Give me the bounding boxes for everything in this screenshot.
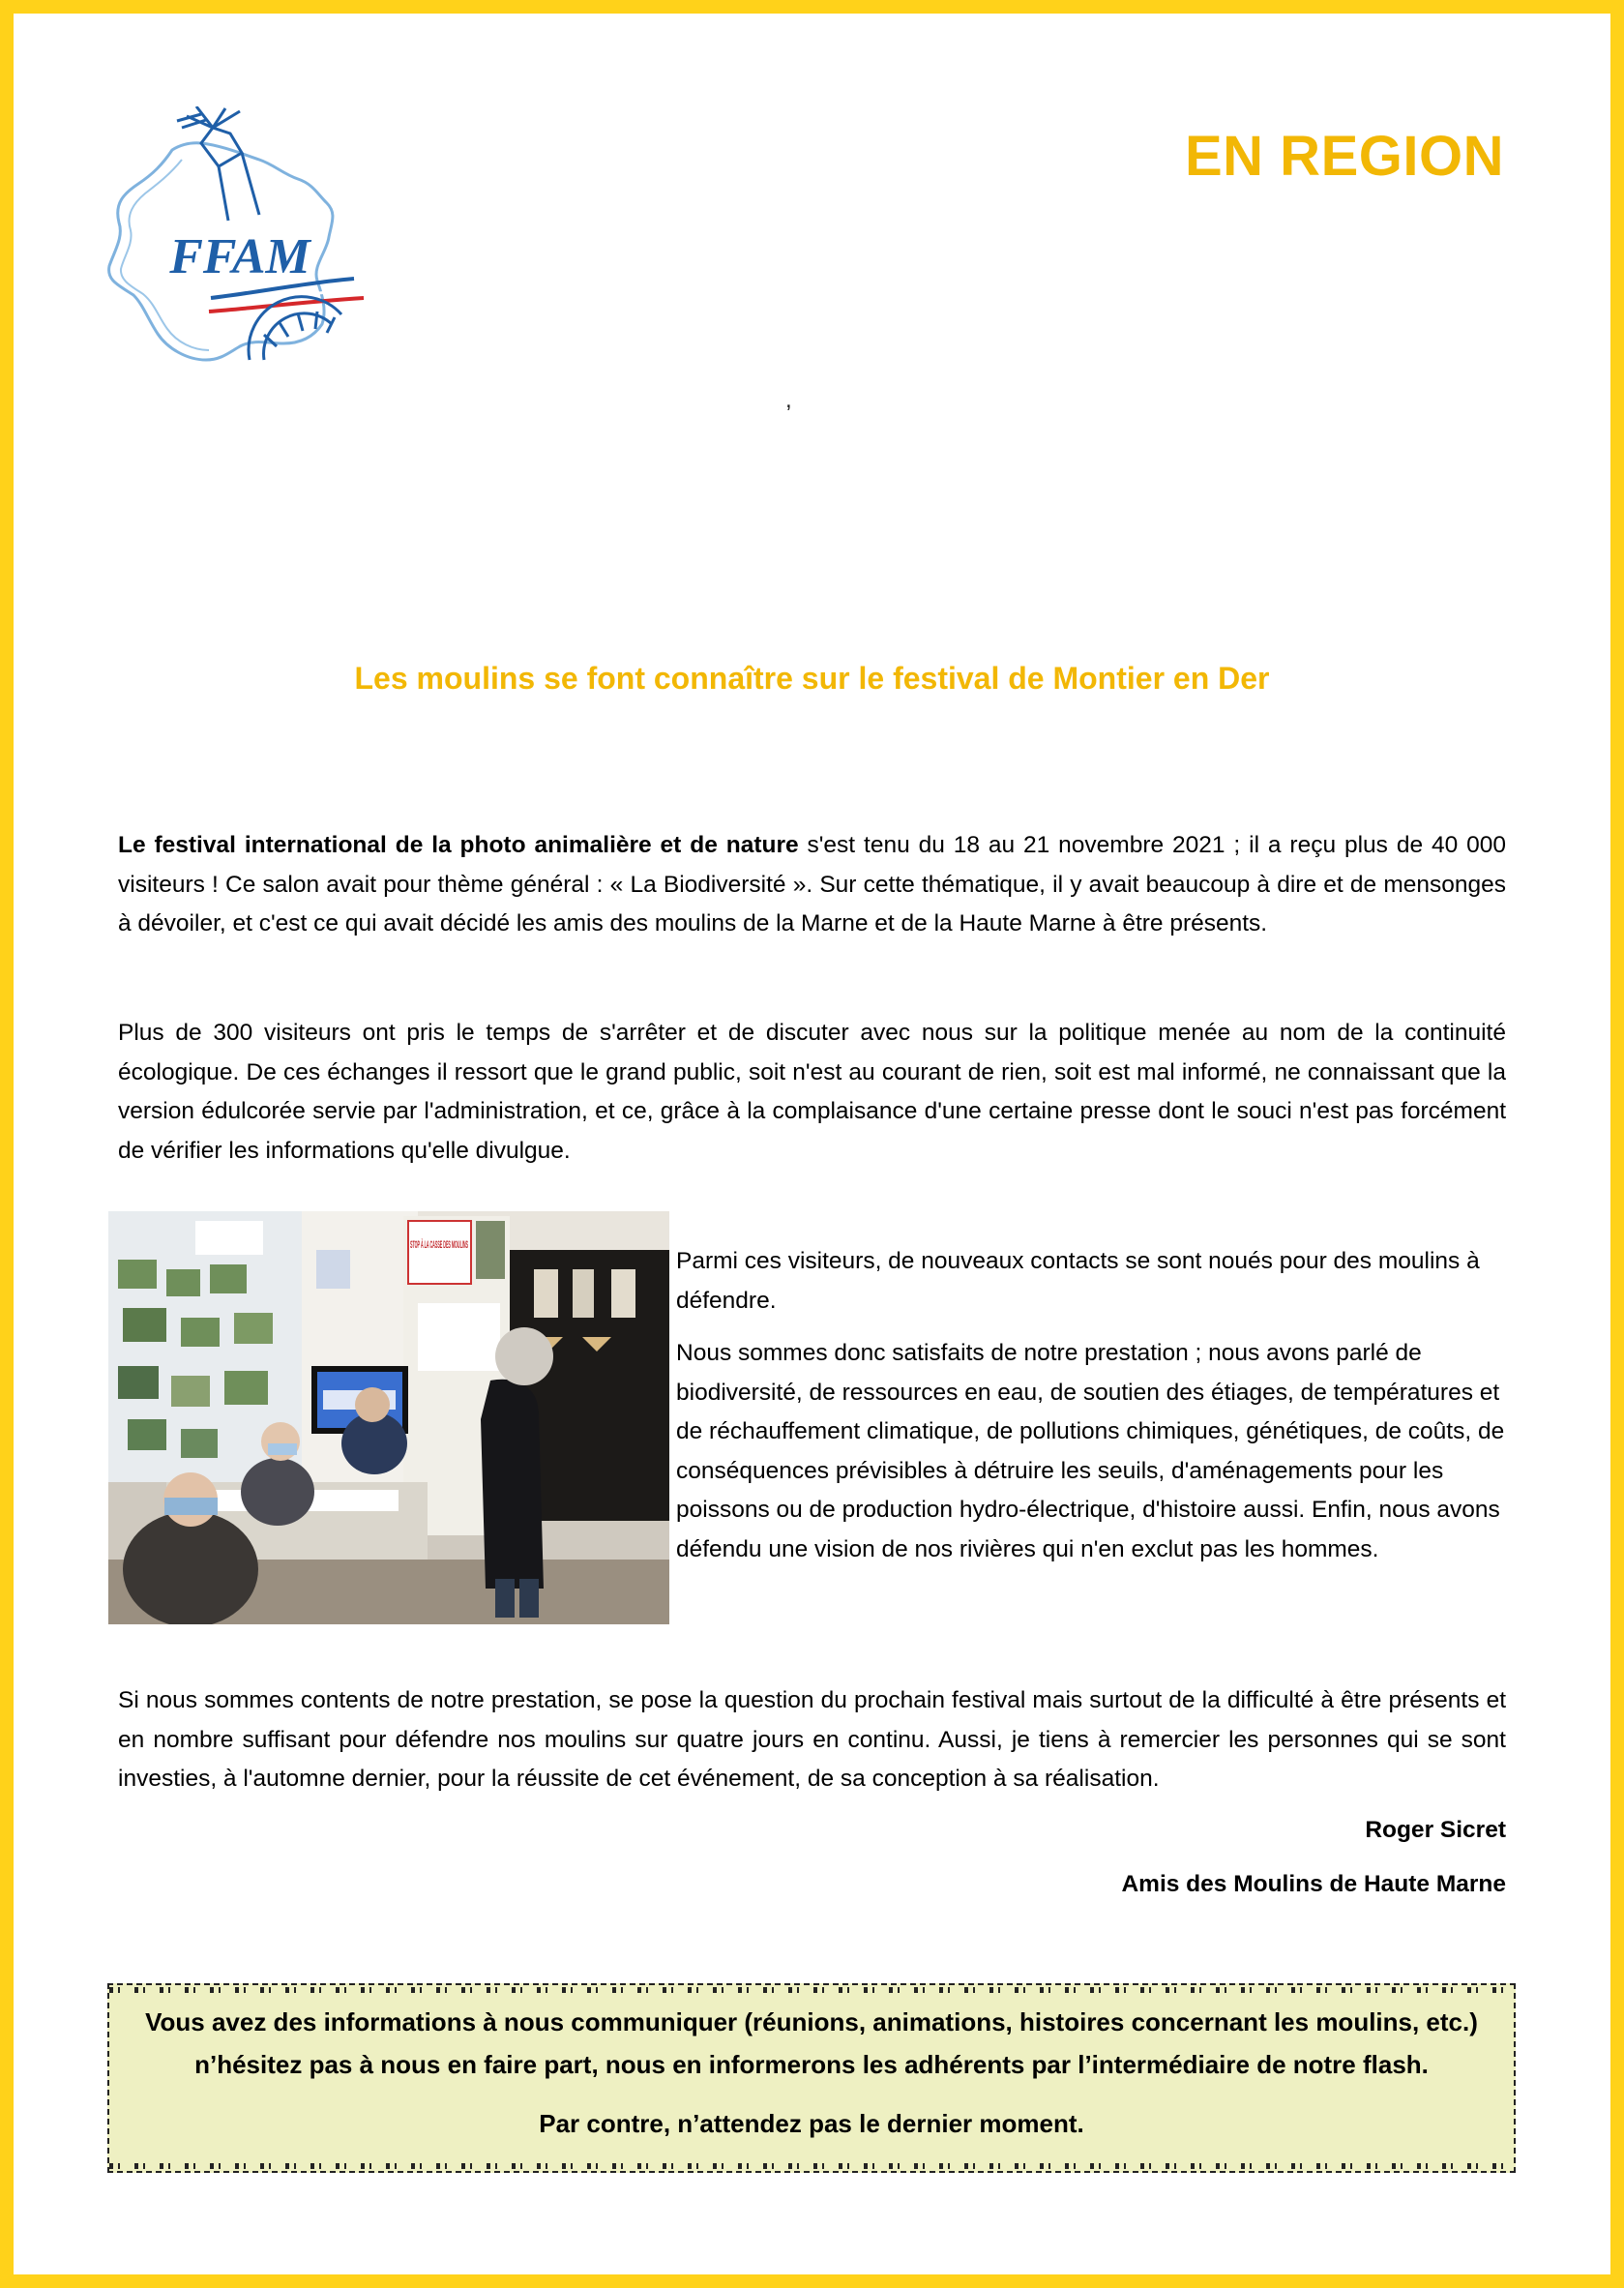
signature-organization: Amis des Moulins de Haute Marne — [1121, 1871, 1506, 1897]
svg-text:FFAM: FFAM — [169, 229, 310, 284]
festival-stand-photo — [108, 1211, 669, 1624]
notice-border-top — [109, 1987, 1514, 1993]
notice-line-1: Vous avez des informations à nous communiquer (réunions, animations, histoires concernant les moulins, etc.) — [145, 2007, 1478, 2036]
signature-name: Roger Sicret — [1365, 1817, 1506, 1843]
paragraph-intro — [118, 826, 1506, 944]
poster-title — [410, 1238, 468, 1251]
ffam-logo — [104, 106, 380, 377]
article-headline: Les moulins se font connaître sur le festival de Montier en Der — [354, 661, 1270, 696]
paragraph-new-contacts: Parmi ces visiteurs, de nouveaux contacts se sont noués pour des moulins à défendre. — [676, 1248, 1480, 1314]
section-title: EN REGION — [1185, 125, 1504, 188]
paragraph-visitors: Plus de 300 visiteurs ont pris le temps de s'arrêter et de discuter avec nous sur la politique menée au nom de la continuité écologique. De ces échanges il ressort que le grand public, soit n'est au courant de rien, soit est mal informé, ne connaissant que la version édulcorée servie par l'administration, et ce, grâce à la complaisance d'une certaine presse dont le souci n'est pas forcément de vérifier les informations qu'elle divulgue. — [118, 1020, 1506, 1164]
paragraph-topics: Nous sommes donc satisfaits de notre prestation ; nous avons parlé de biodiversité, de ressources en eau, de soutien des étiages, de températures et de réchauffement climatique, de pollutions chimiques, génétiques, de coûts, de conséquences prévisibles à détruire les seuils, d'aménagements pour les poissons ou de production hydro-électrique, d'histoire aussi. Enfin, nous avons défendu une vision de nos rivières qui n'en exclut pas les hommes. — [676, 1340, 1505, 1562]
stray-mark: , — [785, 387, 792, 413]
paragraph-intro-text: s'est tenu du 18 au 21 novembre 2021 ; il a reçu plus de 40 000 visiteurs ! Ce salon avait pour thème général : « La Biodiversité ». Sur cette thématique, il y avait beaucoup à dire et de mensonges à dévoiler, et c'est ce qui avait décidé les amis des moulins de la Marne et de la Haute Marne à être présents. — [118, 832, 1506, 936]
notice-box — [107, 1983, 1516, 2173]
notice-line-2: n’hésitez pas à nous en faire part, nous en informerons les adhérents par l’intermédiaire de notre flash. — [194, 2050, 1429, 2079]
notice-lines — [109, 2001, 1514, 2086]
notice-line-3: Par contre, n’attendez pas le dernier moment. — [539, 2109, 1084, 2138]
notice-border-bottom — [109, 2163, 1514, 2169]
festival-name: Le festival international de la photo animalière et de nature — [118, 832, 799, 858]
paragraph-conclusion: Si nous sommes contents de notre prestation, se pose la question du prochain festival mais surtout de la difficulté à être présents et en nombre suffisant pour défendre nos moulins sur quatre jours en continu. Aussi, je tiens à remercier les personnes qui se sont investies, à l'automne dernier, pour la réussite de cet événement, de sa conception à sa réalisation. — [118, 1687, 1506, 1792]
